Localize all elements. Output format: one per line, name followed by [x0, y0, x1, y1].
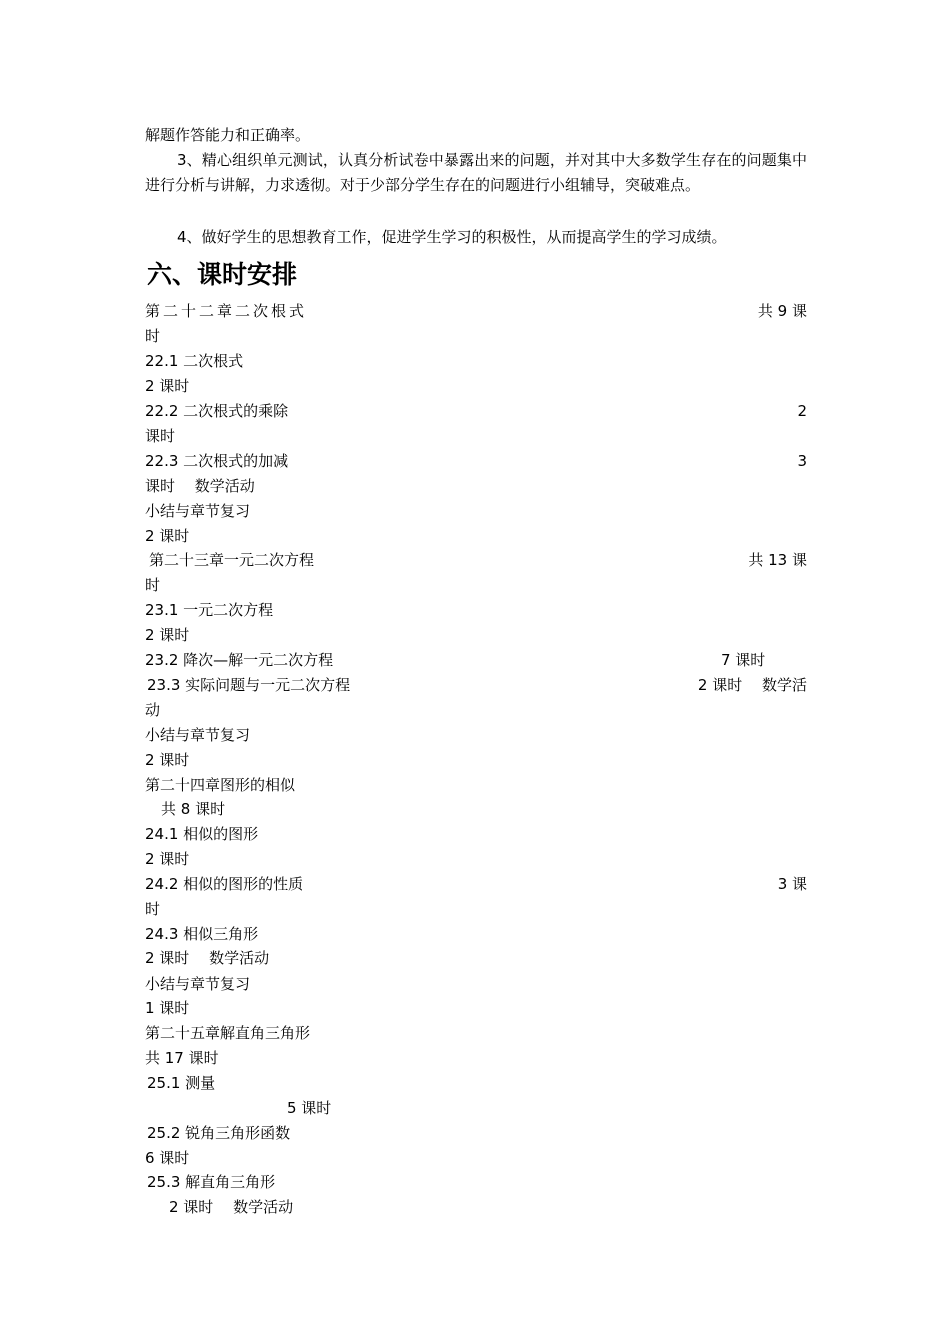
chapter-24-total: 共 8 课时	[161, 800, 226, 818]
chapter-23-review: 小结与章节复习	[145, 726, 251, 744]
section-22-3-hours: 3	[797, 452, 807, 470]
section-23-3: 23.3 实际问题与一元二次方程	[147, 676, 351, 694]
section-25-3: 25.3 解直角三角形	[147, 1173, 276, 1191]
chapter-25-total: 共 17 课时	[145, 1049, 219, 1067]
section-24-2: 24.2 相似的图形的性质	[145, 875, 304, 893]
section-23-1: 23.1 一元二次方程	[145, 601, 274, 619]
section-23-3-hours: 2 课时 数学活	[697, 676, 807, 694]
section-22-3-hours-cont: 课时 数学活动	[145, 477, 255, 495]
section-25-3-hours: 2 课时 数学活动	[169, 1198, 294, 1216]
chapter-23-title: 第二十三章一元二次方程	[149, 551, 315, 569]
section-23-1-hours: 2 课时	[145, 626, 190, 644]
section-24-1-hours: 2 课时	[145, 850, 190, 868]
chapter-25-title: 第二十五章解直角三角形	[145, 1024, 311, 1042]
intro-line-1: 解题作答能力和正确率。	[145, 126, 311, 144]
chapter-22-review: 小结与章节复习	[145, 502, 251, 520]
section-22-1: 22.1 二次根式	[145, 352, 244, 370]
section-heading: 六、课时安排	[147, 260, 298, 289]
section-25-1-hours: 5 课时	[287, 1099, 332, 1117]
chapter-24-review-hours: 1 课时	[145, 999, 190, 1017]
paragraph-4: 4、做好学生的思想教育工作，促进学生学习的积极性，从而提高学生的学习成绩。	[177, 228, 727, 246]
chapter-23-total-cont: 时	[145, 576, 161, 594]
chapter-23-review-hours: 2 课时	[145, 751, 190, 769]
chapter-24-title: 第二十四章图形的相似	[145, 776, 296, 794]
chapter-23-total: 共 13 课	[748, 551, 807, 569]
chapter-22-total-cont: 时	[145, 327, 161, 345]
section-25-2: 25.2 锐角三角形函数	[147, 1124, 291, 1142]
section-22-2-hours: 2	[797, 402, 807, 420]
section-25-2-hours: 6 课时	[145, 1149, 190, 1167]
chapter-22-review-hours: 2 课时	[145, 527, 190, 545]
section-22-1-hours: 2 课时	[145, 377, 190, 395]
chapter-22-total: 共 9 课	[757, 302, 807, 320]
section-23-3-hours-cont: 动	[145, 701, 161, 719]
section-24-3-hours: 2 课时 数学活动	[145, 949, 270, 967]
paragraph-3: 3、精心组织单元测试，认真分析试卷中暴露出来的问题，并对其中大多数学生存在的问题集中进行分析与讲解，力求透彻。对于少部分学生存在的问题进行小组辅导，突破难点。	[145, 151, 807, 194]
chapter-24-review: 小结与章节复习	[145, 975, 251, 993]
section-24-3: 24.3 相似三角形	[145, 925, 259, 943]
section-24-2-hours: 3 课	[777, 875, 807, 893]
section-25-1: 25.1 测量	[147, 1074, 216, 1092]
section-22-2: 22.2 二次根式的乘除	[145, 402, 289, 420]
section-24-2-hours-cont: 时	[145, 900, 161, 918]
section-23-2: 23.2 降次—解一元二次方程	[145, 651, 334, 669]
section-24-1: 24.1 相似的图形	[145, 825, 259, 843]
section-22-2-hours-cont: 课时	[145, 427, 176, 445]
section-22-3: 22.3 二次根式的加减	[145, 452, 289, 470]
section-23-2-hours: 7 课时	[721, 651, 766, 669]
chapter-22-title: 第二十二章二次根式	[145, 302, 308, 320]
